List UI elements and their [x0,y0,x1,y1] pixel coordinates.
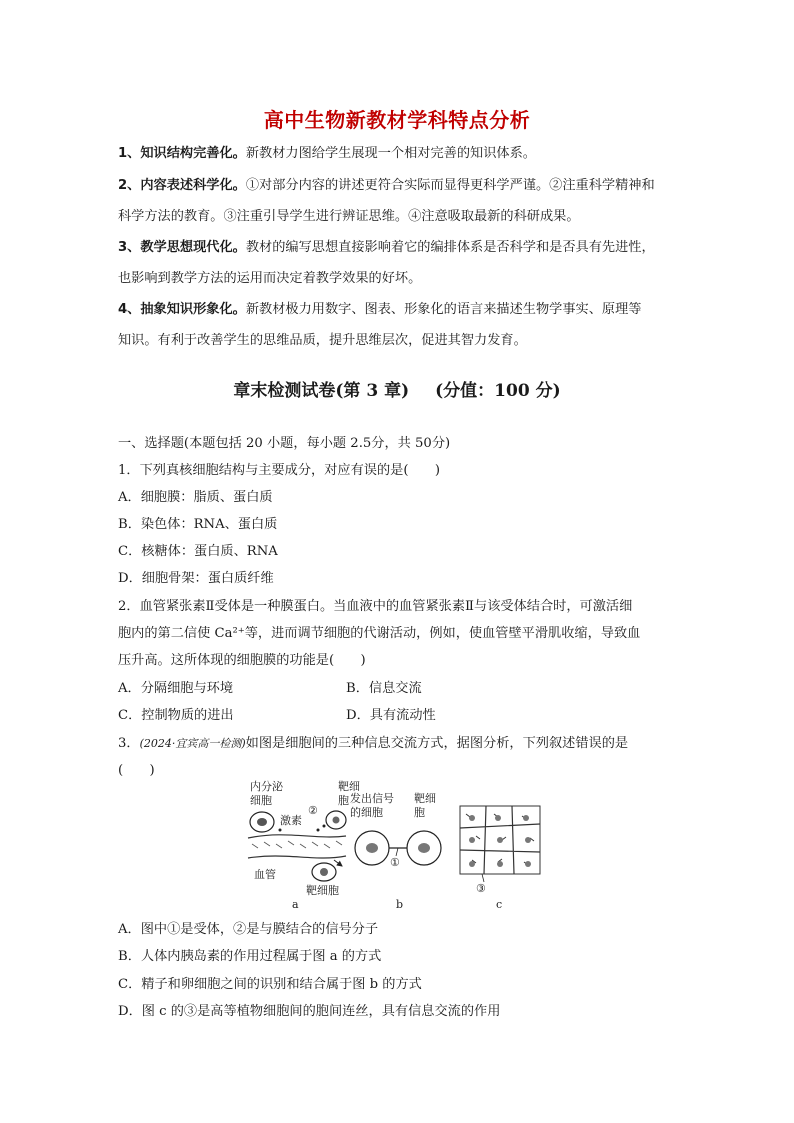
question-3-option-b: B．人体内胰岛素的作用过程属于图 a 的方式 [118,949,382,964]
question-1-stem: 1．下列真核细胞结构与主要成分，对应有误的是( ) [118,463,440,478]
label-target-cell-top-1: 靶细 [338,780,360,793]
feature-heading: 知识结构完善化。 [140,146,246,161]
feature-item-1 [118,138,678,169]
question-2-option-a: A．分隔细胞与环境 [118,681,234,696]
question-2-option-c: C．控制物质的进出 [118,708,234,723]
label-endocrine-cell-2: 细胞 [250,794,272,807]
feature-number: 1、 [118,146,141,161]
label-target-cell-bottom: 靶细胞 [306,884,339,897]
feature-text: 科学方法的教育。③注重引导学生进行辨证思维。④注意吸取最新的科研成果。 [118,209,580,224]
feature-heading: 抽象知识形象化。 [140,302,246,317]
question-1-option-b: B．染色体：RNA、蛋白质 [118,517,278,532]
question-3-option-c: C．精子和卵细胞之间的识别和结合属于图 b 的方式 [118,977,422,992]
question-1-option-d: D．细胞骨架：蛋白质纤维 [118,571,274,586]
feature-text: 新教材极力用数字、图表、形象化的语言来描述生物学事实、原理等 [245,302,642,317]
feature-text: ①对部分内容的讲述更符合实际而显得更科学严谨。②注重科学精神和 [245,178,655,193]
feature-number: 4、 [118,302,141,317]
cell-signaling-figure [246,778,546,912]
section-heading: 一、选择题(本题包括 20 小题，每小题 2.5分，共 50分) [118,436,451,451]
label-target-cell-top-2: 胞 [338,794,349,807]
feature-number: 3、 [118,240,141,255]
feature-heading: 内容表述科学化。 [140,178,246,193]
feature-item-2 [118,170,678,232]
endocrine-nucleus [257,818,267,826]
label-target-cell-b-1: 靶细 [414,792,436,805]
question-source: (2024·宜宾高一检测) [139,737,246,750]
feature-number: 2、 [118,178,141,193]
label-circle-1: ① [390,856,400,869]
label-hormone: 激素 [280,814,302,827]
question-2-stem-line: 胞内的第二信使 Ca²⁺等，进而调节细胞的代谢活动，例如，使血管壁平滑肌收缩，导致血 [118,626,641,641]
feature-item-4 [118,294,678,356]
figure-svg [246,778,546,912]
label-circle-3: ③ [476,882,486,895]
exam-score: (分值：100 分) [435,381,561,401]
feature-text: 教材的编写思想直接影响着它的编排体系是否科学和是否具有先进性， [245,240,655,255]
label-blood-vessel: 血管 [254,868,276,881]
question-1-option-a: A．细胞膜：脂质、蛋白质 [118,490,273,505]
question-2-option-b: B．信息交流 [346,681,422,696]
question-stem-text: 如图是细胞间的三种信息交流方式，据图分析，下列叙述错误的是 [245,736,629,751]
question-3-option-a: A．图中①是受体，②是与膜结合的信号分子 [118,922,379,937]
feature-heading: 教学思想现代化。 [140,240,246,255]
label-panel-c: c [496,898,503,911]
feature-text: 新教材力图给学生展现一个相对完善的知识体系。 [245,146,536,161]
feature-text: 知识。有利于改善学生的思维品质，提升思维层次，促进其智力发育。 [118,333,527,348]
page-title: 高中生物新教材学科特点分析 [263,108,531,132]
label-endocrine-cell-1: 内分泌 [250,780,283,793]
panel-c-drawing [460,806,540,882]
exam-title-text: 章末检测试卷(第 3 章) [233,381,410,401]
label-target-cell-b-2: 胞 [414,806,425,819]
feature-item-3 [118,232,678,294]
question-1-option-c: C．核糖体：蛋白质、RNA [118,544,278,559]
question-3-stem [118,732,628,751]
label-signal-cell-1: 发出信号 [350,792,394,805]
question-2-option-d: D．具有流动性 [346,708,436,723]
question-3-option-d: D．图 c 的③是高等植物细胞间的胞间连丝，具有信息交流的作用 [118,1004,501,1019]
label-panel-b: b [396,898,404,911]
label-circle-2: ② [308,804,318,817]
question-3-stem-line2: ( ) [118,763,155,778]
question-number: 3． [118,736,140,751]
label-panel-a: a [292,898,299,911]
question-2-stem-line: 压升高。这所体现的细胞膜的功能是( ) [118,653,366,668]
feature-text: 也影响到教学方法的运用而决定着教学效果的好坏。 [118,271,422,286]
exam-title [0,376,794,401]
question-2-stem-line: 2．血管紧张素Ⅱ受体是一种膜蛋白。当血液中的血管紧张素Ⅱ与该受体结合时，可激活细 [118,599,633,614]
label-signal-cell-2: 的细胞 [350,806,383,819]
